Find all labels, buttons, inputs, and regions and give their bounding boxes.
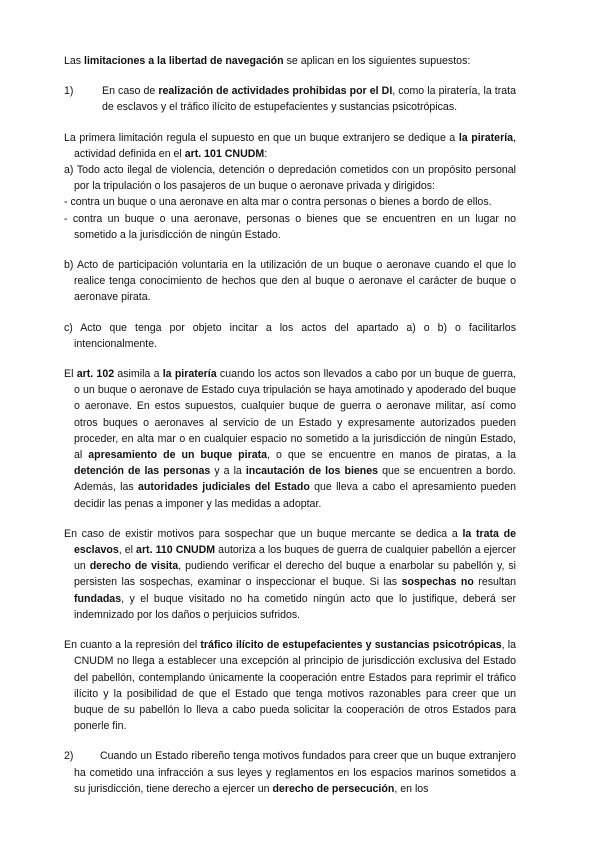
bold-text: art. 101 CNUDM	[184, 147, 265, 160]
bold-text: sospechas no	[401, 576, 474, 589]
bold-text: la trata de esclavos	[74, 527, 516, 557]
bold-text: la piratería	[162, 368, 217, 381]
text: autoriza a los buques de guerra de cualquier pabellón a ejercer un	[74, 544, 517, 573]
text: , la CNUDM no llega a establecer una excepción al principio de jurisdicción exclusiva del Estado del pabellón, contemplando únicamente la cooperación entre Estados para reprimir el tráfico ilícito y la posibilidad de que el Estado que tenga motivos razonables para creer que un buque de su pabellón lo lleva a cabo pueda solicitar la cooperación de otros Estados para ponerle fin.	[74, 639, 516, 733]
piracy-definition-paragraph	[64, 130, 516, 162]
bold-text: art. 110 CNUDM	[136, 544, 216, 557]
text: , como la piratería, la trata de esclavos y el tráfico ilícito de estupefacientes y sustancias psicotrópicas.	[102, 85, 516, 114]
text: que lleva a cabo el apresamiento pueden decidir las penas a imponer y las medidas a adoptar.	[74, 481, 516, 510]
bold-text: la piratería	[458, 131, 514, 144]
text: se aplican en los siguientes supuestos:	[283, 55, 471, 67]
bold-text: apresamiento de un buque pirata	[88, 449, 268, 462]
item-2-paragraph	[64, 748, 516, 797]
text: En caso de	[102, 85, 159, 98]
item-1-paragraph	[64, 83, 516, 115]
bold-text: tráfico ilícito de estupefacientes y sustancias psicotrópicas	[200, 639, 502, 652]
text: , pudiendo verificar el derecho del buque a enarbolar su pabellón y, si persisten las sospechas, examinar o inspeccionar el buque. Si las	[74, 560, 516, 589]
text: que se encuentren a bordo. Además, las	[74, 465, 516, 494]
bold-text: art. 102	[76, 368, 115, 381]
text: , el	[118, 544, 137, 557]
piracy-dash-1: - contra un buque o una aeronave en alta mar o contra personas o bienes a bordo de ellos.	[64, 196, 492, 209]
drug-trafficking-paragraph	[64, 637, 516, 734]
piracy-item-c: c) Acto que tenga por objeto incitar a los actos del apartado a) o b) o facilitarlos intencionalmente.	[64, 321, 516, 350]
intro-paragraph	[64, 53, 516, 69]
text: , en los	[394, 782, 429, 795]
text: El	[64, 368, 77, 381]
art-102-paragraph	[64, 366, 516, 512]
bold-text: fundadas	[74, 592, 122, 605]
text: La primera limitación regula el supuesto en que un buque extranjero se dedique a	[64, 131, 459, 144]
bold-text: limitaciones a la libertad de navegación	[84, 55, 284, 67]
text: , y el buque visitado no ha cometido ningún acto que lo justifique, deberá ser indemnizado por los daños o perjuicios sufridos.	[74, 592, 516, 621]
bold-text: detención de las personas	[74, 465, 211, 478]
bold-text: autoridades judiciales del Estado	[137, 481, 310, 494]
bold-text: incautación de los bienes	[245, 465, 379, 478]
item-number: 1)	[64, 85, 74, 98]
text: En cuanto a la represión del	[64, 639, 201, 652]
text: asimila a	[114, 368, 163, 381]
piracy-dash-2: - contra un buque o una aeronave, personas o bienes que se encuentren en un lugar no sometido a la jurisdicción de ningún Estado.	[64, 212, 516, 241]
slavery-paragraph	[64, 526, 516, 623]
bold-text: realización de actividades prohibidas por el DI	[158, 85, 393, 98]
text: y a la	[210, 465, 246, 478]
text: Cuando un Estado ribereño tenga motivos fundados para creer que un buque extranjero ha cometido una infracción a sus leyes y reglamentos en los espacios marinos sometidos a su jurisdicción, tiene derecho a ejercer un	[74, 750, 516, 795]
text: , actividad definida en el	[74, 131, 516, 160]
item-number: 2)	[64, 750, 74, 763]
text: :	[264, 147, 268, 160]
text: cuando los actos son llevados a cabo por un buque de guerra, o un buque o aeronave de Estado cuya tripulación se haya amotinado y apoderado del buque o aeronave. En estos supuestos, cualquier buque de guerra o aeronave militar, así como otros buques o aeronaves al servicio de un Estado y expresamente autorizados pueden proceder, en alta mar o en cualquier espacio no sometido a la jurisdicción de ningún Estado, al	[74, 368, 517, 462]
text: Las	[64, 55, 85, 67]
piracy-item-a: a) Todo acto ilegal de violencia, detención o depredación cometidos con un propósito personal por la tripulación o los pasajeros de un buque o aeronave privada y dirigidos:	[64, 164, 516, 193]
text: En caso de existir motivos para sospechar que un buque mercante se dedica a	[64, 527, 463, 540]
bold-text: derecho de visita	[89, 560, 179, 573]
piracy-item-b: b) Acto de participación voluntaria en la utilización de un buque o aeronave cuando el que lo realice tenga conocimiento de hechos que den al buque o aeronave el carácter de buque o aeronave pirata.	[64, 259, 516, 304]
text: , o que se encuentre en manos de piratas, a la	[267, 449, 516, 462]
bold-text: derecho de persecución	[272, 782, 395, 795]
text: resultan	[473, 576, 516, 589]
